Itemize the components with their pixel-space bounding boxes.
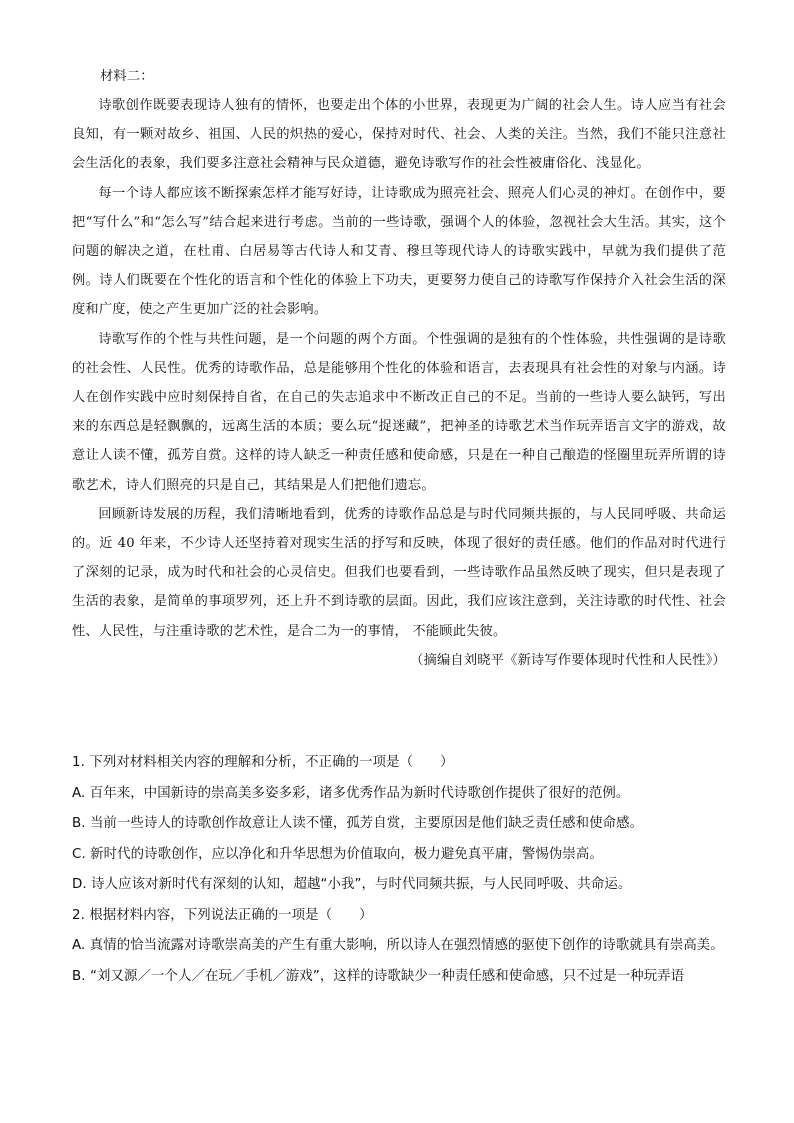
material-body <box>72 91 726 675</box>
questions-section <box>72 748 726 992</box>
question-1-option-a: A. 百年来，中国新诗的崇高美多姿多彩，诸多优秀作品为新时代诗歌创作提供了很好的范例。 <box>72 785 630 801</box>
paragraph-1: 诗歌创作既要表现诗人独有的情怀，也要走出个体的小世界，表现更为广阔的社会人生。诗人应当有社会良知，有一颗对故乡、祖国、人民的炽热的爱心，保持对时代、社会、人类的关注。当然，我们不能只注意社会生活化的表象，我们要多注意社会精神与民众道德，避免诗歌写作的社会性被庸俗化、浅显化。 <box>72 98 726 172</box>
paragraph-3: 诗歌写作的个性与共性问题，是一个问题的两个方面。个性强调的是独有的个性体验，共性强调的是诗歌的社会性、人民性。优秀的诗歌作品，总是能够用个性化的体验和语言，去表现具有社会性的对象与内涵。诗人在创作实践中应时刻保持自省，在自己的失志追求中不断改正自己的不足。当前的一些诗人要么缺钙，写出来的东西总是轻飘飘的，远离生活的本质；要么玩“捉迷藏”，把神圣的诗歌艺术当作玩弄语言文字的游戏，故意让人读不懂，孤芳自赏。这样的诗人缺乏一种责任感和使命感，只是在一种自己酿造的怪圈里玩弄所谓的诗歌艺术，诗人们照亮的只是自己，其结果是人们把他们遗忘。 <box>72 331 726 493</box>
question-1-stem: 1. 下列对材料相关内容的理解和分析，不正确的一项是（ ） <box>72 755 454 770</box>
source-citation: （摘编自刘晓平《新诗写作要体现时代性和人民性》） <box>410 652 726 668</box>
material-heading: 材料二： <box>100 69 154 84</box>
question-1-option-b: B. 当前一些诗人的诗歌创作故意让人读不懂，孤芳自赏，主要原因是他们缺乏责任感和使命感。 <box>72 816 644 831</box>
paragraph-2: 每一个诗人都应该不断探索怎样才能写好诗，让诗歌成为照亮社会、照亮人们心灵的神灯。在创作中，要把“写什么”和“怎么写”结合起来进行考虑。当前的一些诗歌，强调个人的体验，忽视社会大生活。其实，这个问题的解决之道，在杜甫、白居易等古代诗人和艾青、穆旦等现代诗人的诗歌实践中，早就为我们提供了范例。诗人们既要在个性化的语言和个性化的体验上下功夫，更要努力使自己的诗歌写作保持介入社会生活的深度和广度，使之产生更加广泛的社会影响。 <box>72 185 726 318</box>
paragraph-4: 回顾新诗发展的历程，我们清晰地看到，优秀的诗歌作品总是与时代同频共振的，与人民同呼吸、共命运的。近 40 年来，不少诗人还坚持着对现实生活的抒写和反映，体现了很好的责任感。他们的作品对时代进行了深刻的记录，成为时代和社会的心灵信史。但我们也要看到，一些诗歌作品虽然反映了现实，但只是表现了生活的表象，是简单的事项罗列，还上升不到诗歌的层面。因此，我们应该注意到，关注诗歌的时代性、社会性、人民性，与注重诗歌的艺术性，是合二为一的事情， 不能顾此失彼。 <box>72 506 726 639</box>
question-1-option-c: C. 新时代的诗歌创作，应以净化和升华思想为价值取向，极力避免真平庸，警惕伪崇高。 <box>72 846 603 862</box>
question-1-option-d: D. 诗人应该对新时代有深刻的认知，超越“小我”，与时代同频共振，与人民同呼吸、共命运。 <box>72 877 632 892</box>
question-2-stem: 2. 根据材料内容，下列说法正确的一项是（ ） <box>72 907 373 923</box>
question-2-option-a: A. 真情的恰当流露对诗歌崇高美的产生有重大影响，所以诗人在强烈情感的驱使下创作的诗歌就具有崇高美。 <box>72 938 724 953</box>
question-2-option-b: B. “刘又源／一个人／在玩／手机／游戏”，这样的诗歌缺少一种责任感和使命感，只不过是一种玩弄语 <box>72 968 685 984</box>
